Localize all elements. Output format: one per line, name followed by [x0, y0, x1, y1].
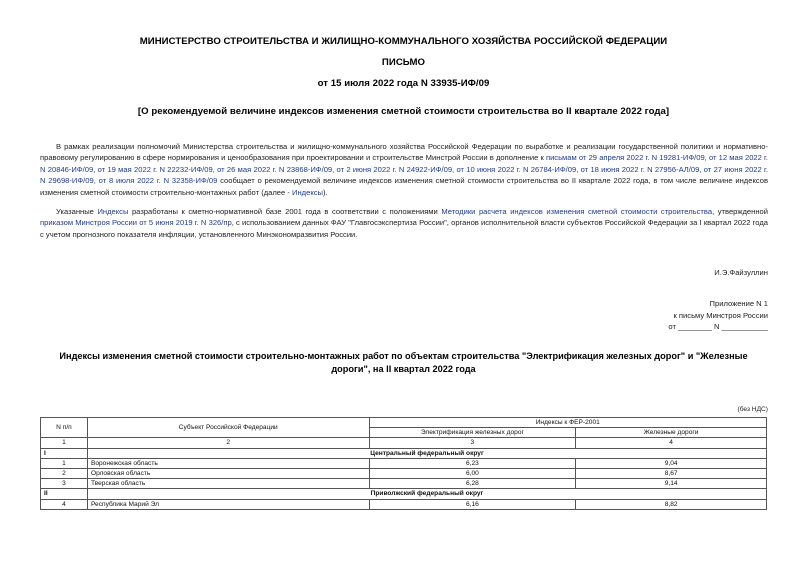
table-row — [41, 499, 767, 509]
row-subject: Тверская область — [87, 479, 369, 489]
header-subject: Субъект Российской Федерации — [87, 418, 369, 438]
paragraph-2-text-b: разработаны к сметно-нормативной базе 2001 года в соответствии с положениями — [128, 207, 442, 216]
table-row — [41, 458, 767, 468]
row-electrification: 6,00 — [369, 469, 576, 479]
row-electrification: 6,28 — [369, 479, 576, 489]
doc-type: ПИСЬМО — [381, 57, 426, 68]
col-number: 3 — [369, 438, 576, 448]
methodology-link[interactable]: Методики расчета индексов изменения сметной стоимости строительства — [441, 207, 713, 216]
order-link[interactable]: приказом Минстроя России от 5 июня 2019 г. N 326/пр — [40, 218, 232, 228]
paragraph-1-text-c: ). — [322, 187, 328, 197]
doc-date-number: от 15 июля 2022 года N 33935-ИФ/09 — [317, 78, 490, 89]
paragraph-1 — [40, 141, 768, 198]
paragraph-2-text-a: Указанные — [56, 207, 98, 216]
row-subject: Воронежская область — [87, 458, 369, 468]
table-row — [41, 479, 767, 489]
row-subject: Республика Марий Эл — [87, 499, 369, 509]
row-num: 3 — [41, 479, 88, 489]
signature: И.Э.Файзуллин — [714, 268, 768, 277]
row-railways: 8,82 — [576, 499, 767, 509]
col-number: 4 — [576, 438, 767, 448]
section-name: Приволжский федеральный округ — [87, 489, 766, 499]
appendix-line-2: к письму Минстроя России — [673, 310, 768, 320]
appendix-line-3: от ________ N ___________ — [668, 322, 768, 331]
indexes-link[interactable]: Индексы — [292, 187, 323, 197]
appendix-block — [668, 298, 768, 333]
row-num: 4 — [41, 499, 88, 509]
paragraph-1-text-b: сообщает о рекомендуемой величине индексов изменения сметной стоимости строительства во II квартале 2022 года, в том числе величине индексов изменения сметной стоимости строительно-монтажных работ (далее - — [40, 176, 768, 197]
section-row — [41, 448, 767, 458]
doc-subject: [О рекомендуемой величине индексов изменения сметной стоимости строительства во II квартале 2022 года] — [137, 106, 670, 117]
paragraph-2-text-d: , с использованием данных ФАУ "Главгосэкспертиза России", органов исполнительной власти субъектов Российской Федерации за I квартал 2022 года с учетом прогнозного показателя инфляции, установленного Минэкономразвития России. — [40, 218, 768, 239]
table-header-row — [41, 418, 767, 428]
row-num: 2 — [41, 469, 88, 479]
letters-link[interactable]: письмам от 29 апреля 2022 г. N 19281-ИФ/09, от 12 мая 2022 г. N 20846-ИФ/09, от 19 мая 2022 г. N 22232-ИФ/09, от 26 мая 2022 г. N 23868-ИФ/09, от 2 июня 2022 г. N 24922-ИФ/09, от 10 июня 2022 г. N 26784-ИФ/09, от 18 июня 2022 г. N 27956-АЛ/09, от 27 июня 2022 г. N 29698-ИФ/09, от 8 июля 2022 г. N 32358-ИФ/09 — [40, 153, 768, 186]
table-title: Индексы изменения сметной стоимости строительно-монтажных работ по объектам строительства "Электрификация железных дорог" и "Железные дороги", на II квартал 2022 года — [59, 351, 748, 374]
column-numbers-row — [41, 438, 767, 448]
row-electrification: 6,16 — [369, 499, 576, 509]
section-row — [41, 489, 767, 499]
row-railways: 9,14 — [576, 479, 767, 489]
header-electrification: Электрификация железных дорог — [369, 428, 576, 438]
appendix-line-1: Приложение N 1 — [709, 299, 768, 308]
vat-note: (без НДС) — [737, 406, 768, 413]
header-num: N п/п — [41, 418, 88, 438]
row-railways: 8,67 — [576, 469, 767, 479]
col-number: 2 — [87, 438, 369, 448]
row-num: 1 — [41, 458, 88, 468]
indexes-table — [40, 417, 767, 510]
section-num: I — [41, 448, 88, 458]
ministry-title: МИНИСТЕРСТВО СТРОИТЕЛЬСТВА И ЖИЛИЩНО-КОММУНАЛЬНОГО ХОЗЯЙСТВА РОССИЙСКОЙ ФЕДЕРАЦИИ — [139, 36, 668, 47]
paragraph-2-text-c: , утвержденной — [712, 207, 768, 216]
col-number: 1 — [41, 438, 88, 448]
row-electrification: 6,23 — [369, 458, 576, 468]
table-row — [41, 469, 767, 479]
header-railways: Железные дороги — [576, 428, 767, 438]
section-num: II — [41, 489, 88, 499]
section-name: Центральный федеральный округ — [87, 448, 766, 458]
paragraph-2 — [40, 206, 768, 240]
row-subject: Орловская область — [87, 469, 369, 479]
paragraph-1-text-a: В рамках реализации полномочий Министерства строительства и жилищно-коммунального хозяйства Российской Федерации по выработке и реализации государственной политики и нормативно-правовому регулированию в сфере нормирования и ценообразования при проектировании и строительстве Минстрой России в дополнение к — [40, 142, 768, 163]
indexes-link-2[interactable]: Индексы — [97, 207, 129, 216]
header-indexes: Индексы к ФЕР-2001 — [369, 418, 766, 428]
row-railways: 9,04 — [576, 458, 767, 468]
